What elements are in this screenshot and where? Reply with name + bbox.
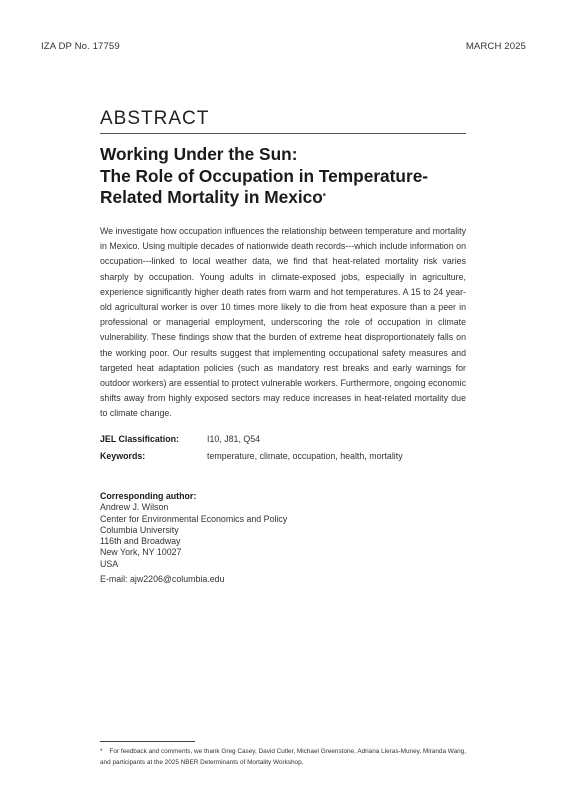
author-street: 116th and Broadway (100, 536, 181, 547)
paper-title (100, 144, 470, 209)
author-university: Columbia University (100, 524, 179, 535)
author-email: E-mail: ajw2206@columbia.edu (100, 574, 225, 585)
title-footnote-marker: * (322, 192, 326, 201)
corresponding-author-label: Corresponding author: (100, 491, 197, 501)
discussion-paper-number: IZA DP No. 17759 (41, 41, 120, 52)
title-line-2: The Role of Occupation in Temperature- (100, 165, 429, 186)
title-line-3-text: Related Mortality in Mexico (100, 187, 323, 207)
author-name: Andrew J. Wilson (100, 502, 169, 513)
jel-label: JEL Classification: (100, 434, 179, 444)
abstract-text: We investigate how occupation influences the relationship between temperature and mortality in Mexico. Using multiple decades of nationwide death records---which include information on occupation---linked to local weather data, we find that heat-related mortality risk varies sharply by occupation. Young adults in climate-exposed jobs, especially in agriculture, experience significantly higher death rates from warm and hot temperatures. A 15 to 24 year-old agricultural worker is over 10 times more likely to die from heat exposure than a peer in professional or managerial employment, underscoring the role of occupation in climate vulnerability. These findings show that the burden of extreme heat disproportionately falls on the working poor. Our results suggest that implementing occupational safety measures and targeted heat adaptation policies (such as mandatory rest breaks and early warnings for outdoor workers) are essential to protect vulnerable workers. Furthermore, ongoing economic shifts away from highly exposed sectors may reduce increases in heat-related mortality due to climate change. (100, 226, 466, 419)
heading-rule (100, 133, 466, 134)
footnote-text: For feedback and comments, we thank Greg Casey, David Cutler, Michael Greenstone, Adriana Lleras-Muney, Miranda Wang, and participants at the 2025 NBER Determinants of Mortality Workshop. (100, 748, 467, 766)
title-line-1: Working Under the Sun: (100, 144, 298, 164)
publication-date: MARCH 2025 (465, 41, 526, 52)
author-city: New York, NY 10027 (100, 547, 182, 558)
keywords-value: temperature, climate, occupation, health, mortality (207, 451, 403, 461)
abstract-heading: ABSTRACT (100, 108, 210, 129)
footnote-rule (100, 741, 195, 742)
title-line-3 (100, 187, 470, 209)
footnote-marker: * (100, 748, 103, 755)
jel-value: I10, J81, Q54 (207, 434, 261, 444)
corresponding-author (100, 491, 287, 585)
keywords-label: Keywords: (100, 451, 146, 461)
author-country: USA (100, 558, 119, 569)
footnote (100, 746, 468, 768)
author-center: Center for Environmental Economics and Policy (100, 513, 288, 524)
